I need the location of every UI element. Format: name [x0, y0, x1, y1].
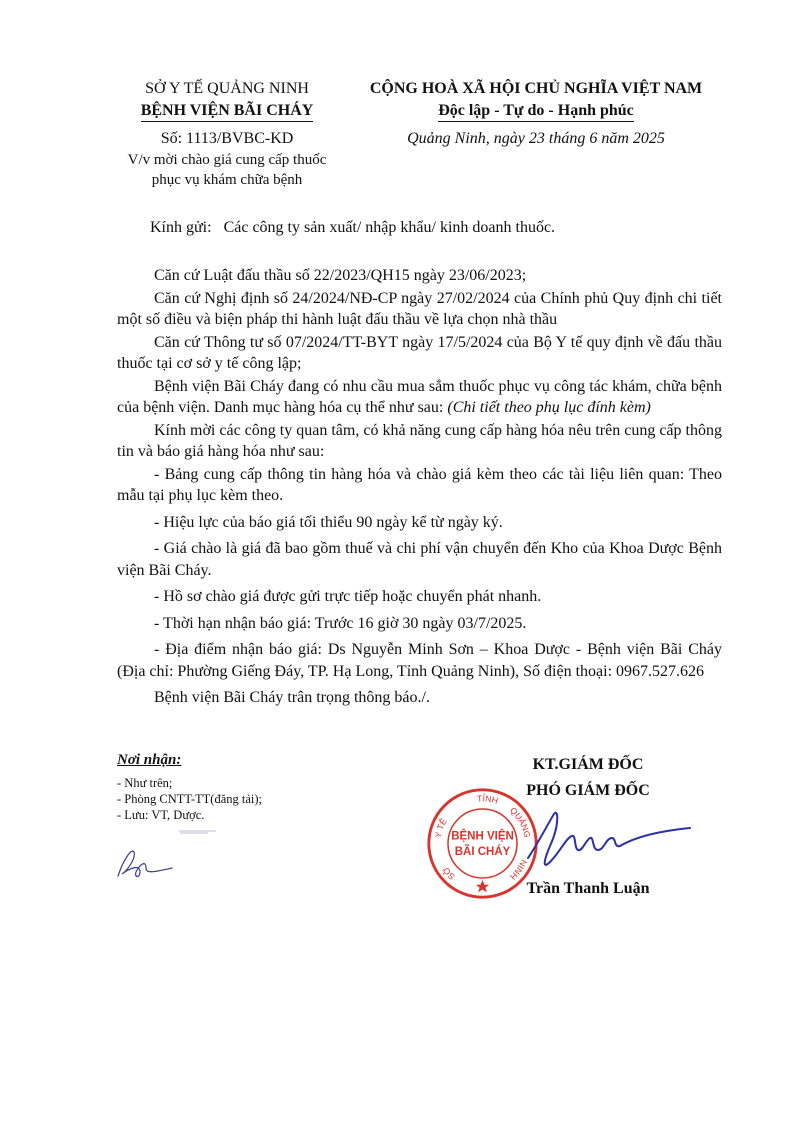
initials-mark [110, 838, 180, 888]
seal-center-line-2: BÃI CHÁY [454, 846, 511, 858]
seal-center-line-1: BỆNH VIỆN [451, 830, 514, 843]
seal-text-top: TỈNH [476, 793, 500, 806]
ministry-name: SỞ Y TẾ QUẢNG NINH [145, 80, 309, 97]
recipient-label: Kính gửi: [150, 219, 212, 236]
recipients-label: Nơi nhận: [117, 752, 182, 768]
document-number: Số: 1113/BVBC-KD [160, 130, 294, 147]
recipients-list [117, 775, 262, 823]
body-paragraph [117, 376, 722, 419]
requirement-item: - Hồ sơ chào giá được gửi trực tiếp hoặc chuyển phát nhanh. [154, 588, 542, 605]
nation-block [350, 78, 722, 150]
requirement-item: - Giá chào là giá đã bao gồm thuế và chi phí vận chuyển đến Kho của Khoa Dược Bệnh viện Bãi Cháy. [117, 540, 722, 579]
seal-star-icon [476, 880, 489, 892]
seal-text-bottom-left: SỞ [440, 865, 457, 882]
closing-line: Bệnh viện Bãi Cháy trân trọng thông báo./. [154, 689, 430, 706]
subject-line-1: V/v mời chào giá cung cấp thuốc [127, 152, 327, 168]
recipient-item: - Lưu: VT, Dược. [117, 808, 205, 822]
recipient-value: Các công ty sản xuất/ nhập khẩu/ kinh doanh thuốc. [223, 219, 556, 236]
handwritten-signature [520, 800, 700, 880]
signer-title-line-1: KT.GIÁM ĐỐC [532, 756, 644, 773]
issuer-block [96, 78, 358, 190]
small-scribble-mark [178, 828, 218, 834]
seal-text-right: QUẢNG [508, 805, 533, 839]
body-paragraph: Căn cứ Thông tư số 07/2024/TT-BYT ngày 17/5/2024 của Bộ Y tế quy định về đấu thầu thuốc tại cơ sở y tế công lập; [117, 333, 722, 372]
svg-text:TỈNH [477, 792, 499, 805]
seal-text-left: Y TẾ [432, 816, 449, 839]
hospital-name: BỆNH VIỆN BÃI CHÁY [141, 101, 314, 122]
national-motto: Độc lập - Tự do - Hạnh phúc [438, 101, 634, 122]
letter-body [117, 265, 722, 714]
body-paragraph: Căn cứ Nghị định số 24/2024/NĐ-CP ngày 27/02/2024 của Chính phủ Quy định chi tiết một số điều và biện pháp thi hành luật đấu thầu về lựa chọn nhà thầu [117, 289, 722, 328]
requirement-item: - Bảng cung cấp thông tin hàng hóa và chào giá kèm theo các tài liệu liên quan: Theo mẫu tại phụ lục kèm theo. [117, 465, 722, 504]
body-paragraph: Kính mời các công ty quan tâm, có khả năng cung cấp hàng hóa nêu trên cung cấp thông tin và báo giá hàng hóa như sau: [117, 421, 722, 460]
signer-name: Trần Thanh Luận [526, 880, 650, 897]
nation-title: CỘNG HOÀ XÃ HỘI CHỦ NGHĨA VIỆT NAM [369, 80, 703, 97]
seal-text-bottom: NINH [508, 858, 530, 882]
body-text: Bệnh viện Bãi Cháy đang có nhu cầu mua sắm thuốc phục vụ công tác khám, chữa bệnh của bệnh viện. Danh mục hàng hóa cụ thể như sau: [117, 377, 722, 416]
recipient-item: - Như trên; [117, 776, 173, 790]
requirement-item: - Thời hạn nhận báo giá: Trước 16 giờ 30 ngày 03/7/2025. [154, 614, 527, 632]
document-date: Quảng Ninh, ngày 23 tháng 6 năm 2025 [407, 130, 665, 147]
signer-title-line-2: PHÓ GIÁM ĐỐC [526, 782, 650, 799]
recipient-line [150, 219, 555, 237]
requirement-item: - Hiệu lực của báo giá tối thiểu 90 ngày kể từ ngày ký. [154, 513, 503, 531]
appendix-note: (Chi tiết theo phụ lục đính kèm) [447, 399, 651, 416]
requirement-item: - Địa điểm nhận báo giá: Ds Nguyễn Minh Sơn – Khoa Dược - Bệnh viện Bãi Cháy (Địa chỉ: Phường Giếng Đáy, TP. Hạ Long, Tỉnh Quảng Ninh), Số điện thoại: 0967.527.626 [117, 641, 722, 680]
recipient-item: - Phòng CNTT-TT(đăng tải); [117, 792, 263, 806]
body-paragraph: Căn cứ Luật đấu thầu số 22/2023/QH15 ngày 23/06/2023; [154, 267, 527, 284]
subject-line-2: phục vụ khám chữa bệnh [151, 172, 303, 188]
